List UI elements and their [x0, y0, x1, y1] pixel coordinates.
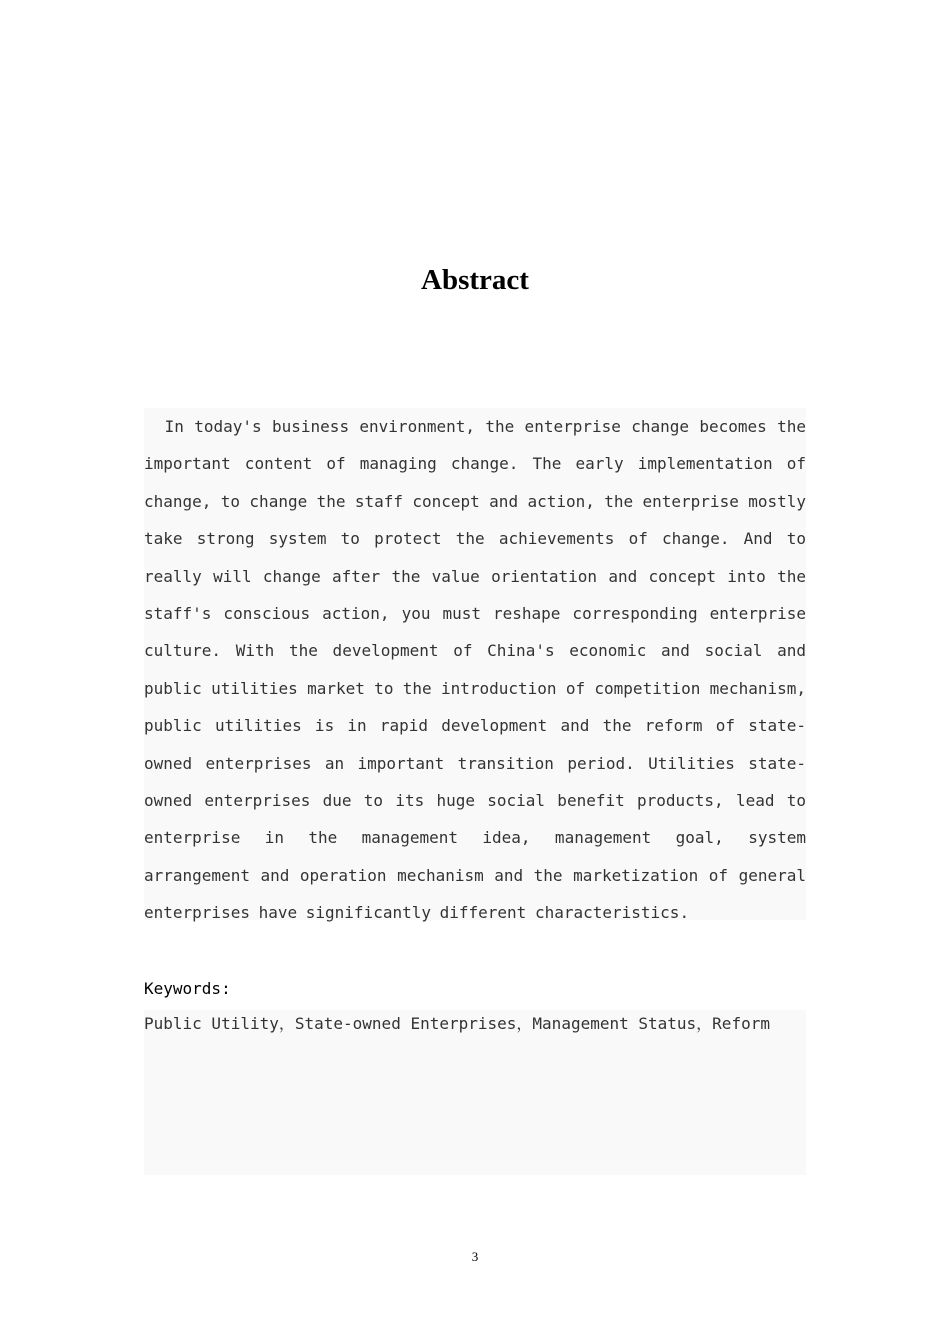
abstract-line: really will change after the value orientation and concept into the [144, 566, 806, 586]
abstract-line: owned enterprises an important transition period. Utilities state- [144, 753, 806, 773]
abstract-line: change, to change the staff concept and action, the enterprise mostly [144, 491, 806, 511]
abstract-line: take strong system to protect the achievements of change. And to [144, 529, 806, 549]
abstract-line: staff's conscious action, you must reshape corresponding enterprise [144, 603, 806, 623]
abstract-line: enterprises have significantly different characteristics. [144, 903, 690, 923]
abstract-line: public utilities is in rapid development and the reform of state- [144, 716, 806, 736]
abstract-body [144, 408, 806, 923]
abstract-title: Abstract [421, 264, 529, 296]
abstract-line: culture. With the development of China's economic and social and [144, 641, 806, 661]
abstract-line: In today's business environment, the enterprise change becomes the [144, 417, 806, 436]
abstract-line: important content of managing change. The early implementation of [144, 454, 806, 474]
keywords-box [144, 1010, 806, 1175]
abstract-paragraph [144, 408, 806, 931]
page-number: 3 [471, 1249, 479, 1264]
keywords-text: Public Utility，State-owned Enterprises，Management Status，Reform [144, 1014, 770, 1033]
abstract-line: owned enterprises due to its huge social benefit products, lead to [144, 790, 806, 810]
abstract-line: public utilities market to the introduction of competition mechanism, [144, 678, 806, 698]
abstract-line: arrangement and operation mechanism and the marketization of general [144, 865, 806, 885]
keywords-label: Keywords: [144, 979, 231, 998]
abstract-line: enterprise in the management idea, management goal, system [144, 828, 806, 848]
